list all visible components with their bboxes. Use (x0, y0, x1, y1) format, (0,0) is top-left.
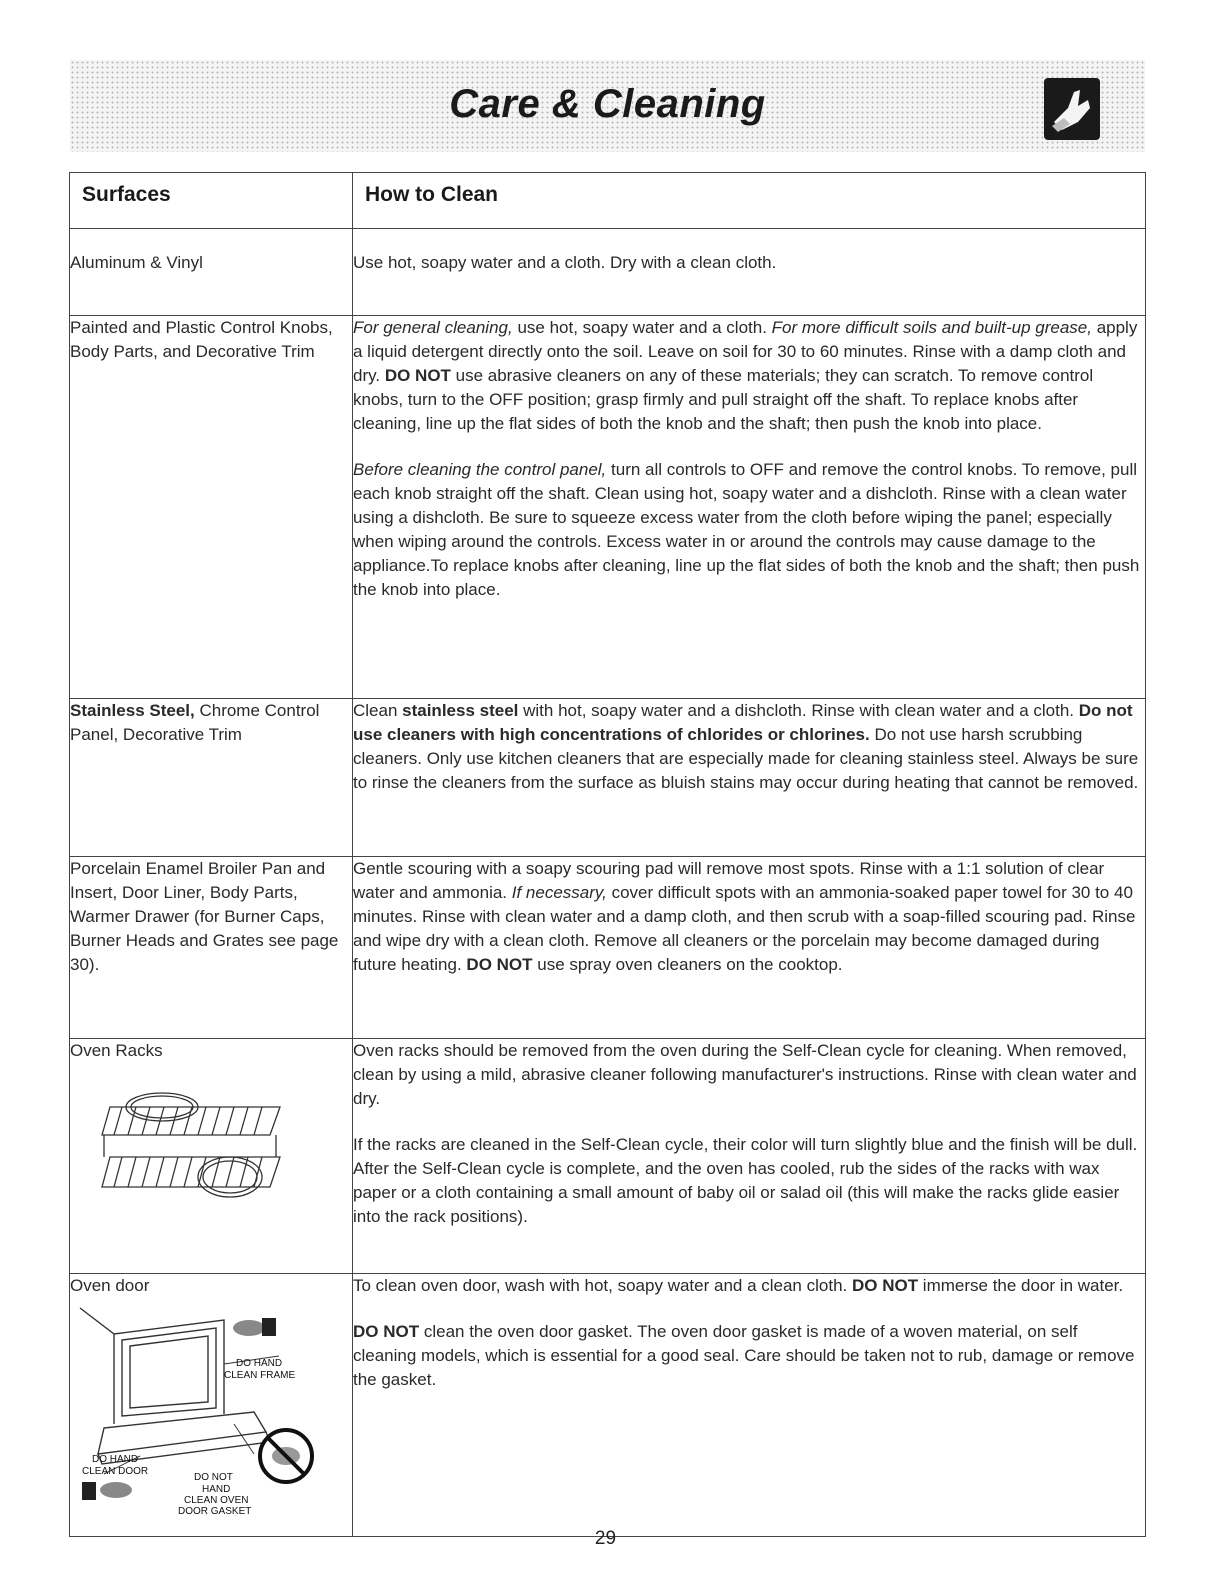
gasket-label-line: DO NOT (194, 1472, 233, 1483)
surface-cell (70, 1039, 353, 1274)
instruction-text: immerse the door in water. (918, 1276, 1124, 1295)
instruction-text: use hot, soapy water and a cloth. (512, 318, 772, 337)
instructions-cell (353, 857, 1146, 1039)
instruction-paragraph: Oven racks should be removed from the oven during the Self-Clean cycle for cleaning. When removed, clean by using a mild, abrasive cleaner following manufacturer's instructions. Rinse with clean water and dry. (353, 1041, 1137, 1108)
table-row (70, 1039, 1146, 1274)
header-how-to-clean: How to Clean (353, 173, 1146, 229)
table-row (70, 699, 1146, 857)
page-number: 29 (594, 1528, 617, 1549)
instruction-paragraph (353, 316, 1145, 436)
section-banner (70, 60, 1145, 152)
surface-cell (70, 1274, 353, 1537)
instruction-text: To clean oven door, wash with hot, soapy water and a clean cloth. (353, 1276, 852, 1295)
instructions-cell (353, 316, 1146, 699)
warning-text: DO NOT (353, 1322, 420, 1341)
header-surfaces: Surfaces (70, 173, 353, 229)
table-row (70, 229, 1146, 316)
surface-bold-text: Stainless Steel, (70, 701, 195, 720)
surface-cell: Aluminum & Vinyl (70, 229, 353, 316)
frame-label-line: CLEAN FRAME (224, 1370, 296, 1381)
table-header-row (70, 173, 1146, 229)
oven-door-illustration (74, 1304, 314, 1519)
frame-label-line: DO HAND (236, 1358, 283, 1369)
italic-text: For general cleaning, (353, 318, 513, 337)
surface-label: Oven Racks (70, 1041, 163, 1060)
warning-text: Do not use cleaners with high concentrations of chlorides or chlorines. (353, 701, 1133, 744)
table-row (70, 1274, 1146, 1537)
warning-text: DO NOT (384, 366, 451, 385)
scrub-pad-icon (82, 1482, 132, 1500)
instruction-paragraph (353, 699, 1145, 795)
table-row (70, 857, 1146, 1039)
instruction-text: Clean (353, 701, 403, 720)
instruction-paragraph: If the racks are cleaned in the Self-Clean cycle, their color will turn slightly blue and the finish will be dull. After the Self-Clean cycle is complete, and the oven has cooled, rub the sides of the racks with wax paper or a cloth containing a small amount of baby oil or salad oil (this will make the racks glide easier into the rack positions). (353, 1135, 1138, 1226)
warning-text: DO NOT (851, 1276, 919, 1295)
instruction-paragraph (353, 1320, 1145, 1392)
instructions-cell (353, 1039, 1146, 1274)
surface-label: Oven door (70, 1276, 150, 1295)
door-label-line: DO HAND (92, 1454, 139, 1465)
italic-text: Before cleaning the control panel, (353, 460, 607, 479)
gasket-label-line: CLEAN OVEN (184, 1495, 249, 1506)
door-label-line: CLEAN DOOR (82, 1466, 149, 1477)
gasket-label-line: DOOR GASKET (178, 1506, 252, 1517)
gasket-label-line: HAND (202, 1484, 231, 1495)
surface-cell: Painted and Plastic Control Knobs, Body Parts, and Decorative Trim (70, 316, 353, 699)
surface-cell: Porcelain Enamel Broiler Pan and Insert, Door Liner, Body Parts, Warmer Drawer (for Burner Caps, Burner Heads and Grates see page 30). (70, 857, 353, 1039)
surface-cell (70, 699, 353, 857)
italic-text: If necessary, (511, 883, 607, 902)
warning-text: DO NOT (466, 955, 533, 974)
scrub-pad-icon (233, 1318, 276, 1336)
instructions-cell (353, 1274, 1146, 1537)
instruction-text: apply a liquid detergent directly onto the soil. Leave on soil for 30 to 60 minutes. Rinse with a damp cloth and dry. (353, 318, 1138, 385)
instruction-paragraph (353, 458, 1145, 602)
instruction-text: Gentle scouring with a soapy scouring pad will remove most spots. Rinse with a 1:1 solution of clear water and ammonia. (353, 859, 1105, 902)
table-row (70, 316, 1146, 699)
instruction-text: clean the oven door gasket. The oven door gasket is made of a woven material, on self cleaning models, which is essential for a good seal. Care should be taken not to rub, damage or remove the gasket. (353, 1322, 1135, 1389)
instructions-cell (353, 699, 1146, 857)
instruction-paragraph (353, 857, 1145, 977)
italic-text: For more difficult soils and built-up grease, (771, 318, 1092, 337)
care-cleaning-table (69, 172, 1146, 1537)
no-symbol-icon (260, 1430, 312, 1482)
instruction-text: use spray oven cleaners on the cooktop. (532, 955, 843, 974)
instruction-text: cover difficult spots with an ammonia-soaked paper towel for 30 to 40 minutes. Rinse with clean water and a damp cloth, and then scrub with a soap-filled scouring pad. Rinse and wipe dry with a clean cloth. Remove all cleaners or the porcelain may become damaged during future heating. (353, 883, 1136, 974)
instruction-text: Use hot, soapy water and a cloth. Dry with a clean cloth. (353, 253, 777, 272)
instruction-text: turn all controls to OFF and remove the control knobs. To remove, pull each knob straight off the shaft. Clean using hot, soapy water and a dishcloth. Rinse with a clean water using a dishcloth. Be sure to squeeze excess water from the cloth before wiping the panel; especially when wiping around the controls. Excess water in or around the controls may cause damage to the appliance.To replace knobs after cleaning, line up the flat sides of both the knob and the shaft; then push the knob into place. (353, 460, 1140, 599)
cleaning-hand-icon (1044, 78, 1100, 140)
section-title: Care & Cleaning (449, 82, 766, 126)
oven-racks-illustration (100, 1077, 290, 1207)
instruction-text: with hot, soapy water and a dishcloth. Rinse with clean water and a cloth. (518, 701, 1079, 720)
surface-text: Chrome Control Panel, Decorative Trim (70, 701, 320, 744)
bold-text: stainless steel (402, 701, 519, 720)
instruction-paragraph (353, 1274, 1145, 1298)
instructions-cell (353, 229, 1146, 316)
instruction-text: use abrasive cleaners on any of these materials; they can scratch. To remove control knobs, turn to the OFF position; grasp firmly and pull straight off the shaft. To replace knobs after cleaning, line up the flat sides of both the knob and the shaft; then push the knob into place. (353, 366, 1094, 433)
instruction-text: Do not use harsh scrubbing cleaners. Only use kitchen cleaners that are especially made for cleaning stainless steel. Always be sure to rinse the cleaners from the surface as bluish stains may occur during heating that cannot be removed. (353, 725, 1139, 792)
